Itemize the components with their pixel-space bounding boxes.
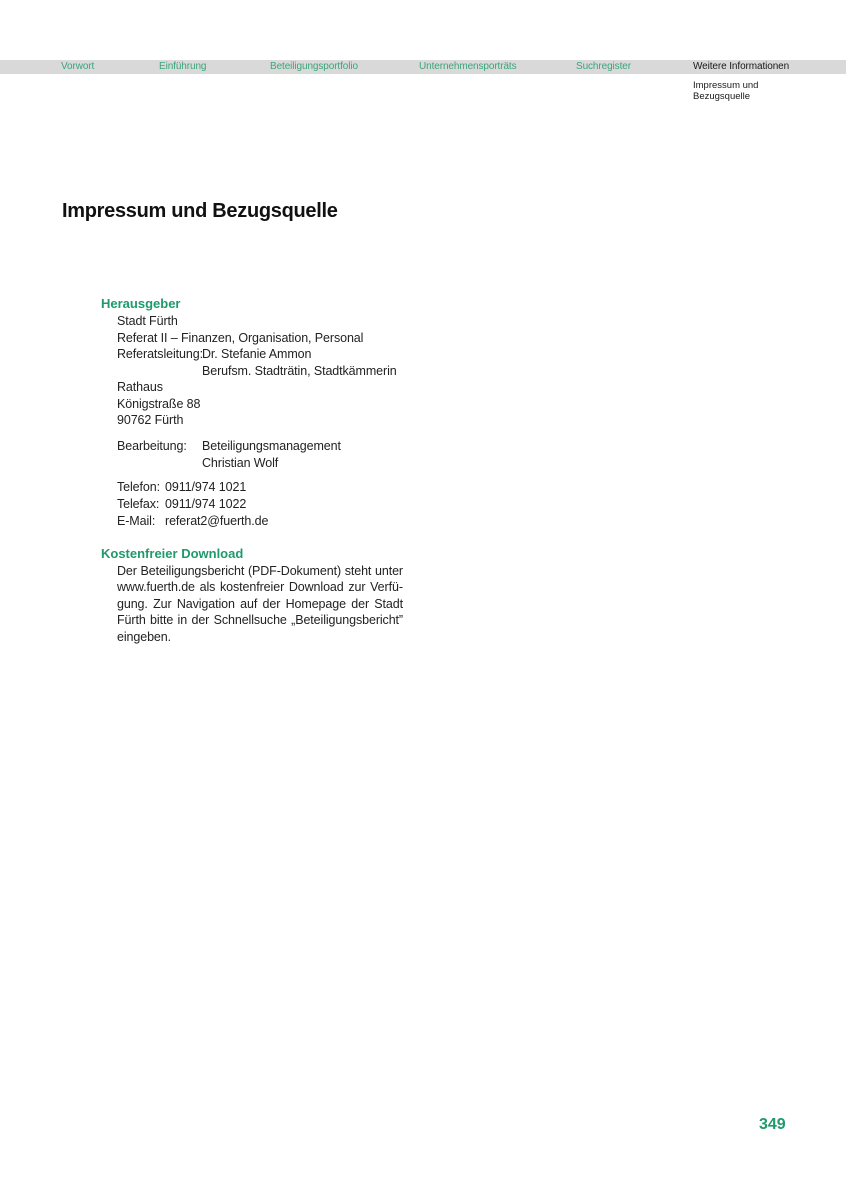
nav-link-beteiligungsportfolio[interactable]: Beteiligungsportfolio (270, 61, 358, 72)
subnav-label-line2: Bezugsquelle (693, 91, 751, 102)
subnav-current-section (693, 80, 803, 102)
telefon-label: Telefon: (117, 480, 160, 494)
publisher-org: Stadt Fürth (117, 314, 178, 328)
publisher-department: Referat II – Finanzen, Organisation, Personal (117, 331, 364, 345)
nav-link-einfuehrung[interactable]: Einführung (159, 61, 207, 72)
email-label: E-Mail: (117, 514, 156, 528)
download-heading: Kostenfreier Download (101, 546, 244, 561)
nav-link-weitere-informationen[interactable]: Weitere Informationen (693, 61, 790, 72)
leitung-label: Referatsleitung: (117, 347, 203, 361)
page-number: 349 (759, 1116, 786, 1133)
bearbeitung-name: Christian Wolf (202, 456, 279, 470)
address-line-1: Rathaus (117, 380, 163, 394)
address-line-2: Königstraße 88 (117, 397, 201, 411)
telefax-label: Telefax: (117, 497, 160, 511)
herausgeber-heading: Herausgeber (101, 296, 181, 311)
nav-link-unternehmensportraets[interactable]: Unternehmensporträts (419, 61, 517, 72)
bearbeitung-label: Bearbeitung: (117, 439, 187, 453)
page-title: Impressum und Bezugsquelle (62, 200, 338, 222)
download-text: Der Beteiligungsbericht (PDF-Dokument) steht unter www.fuerth.de als kostenfreier Download zur Verfügung. Zur Navigation auf der Homepage der Stadt Fürth bitte in der Schnellsuche „Beteiligungsbericht” eingeben. (117, 564, 403, 644)
bearbeitung-department: Beteiligungsmanagement (202, 439, 341, 453)
leitung-role: Berufsm. Stadträtin, Stadtkämmerin (202, 364, 397, 378)
nav-link-suchregister[interactable]: Suchregister (576, 61, 631, 72)
nav-link-vorwort[interactable]: Vorwort (61, 61, 95, 72)
address-line-3: 90762 Fürth (117, 413, 184, 427)
leitung-name: Dr. Stefanie Ammon (202, 347, 312, 361)
telefon-value: 0911/974 1021 (165, 480, 247, 494)
telefax-value: 0911/974 1022 (165, 497, 247, 511)
email-link[interactable]: referat2@fuerth.de (165, 514, 269, 528)
subnav-label-line1: Impressum und (693, 80, 759, 91)
